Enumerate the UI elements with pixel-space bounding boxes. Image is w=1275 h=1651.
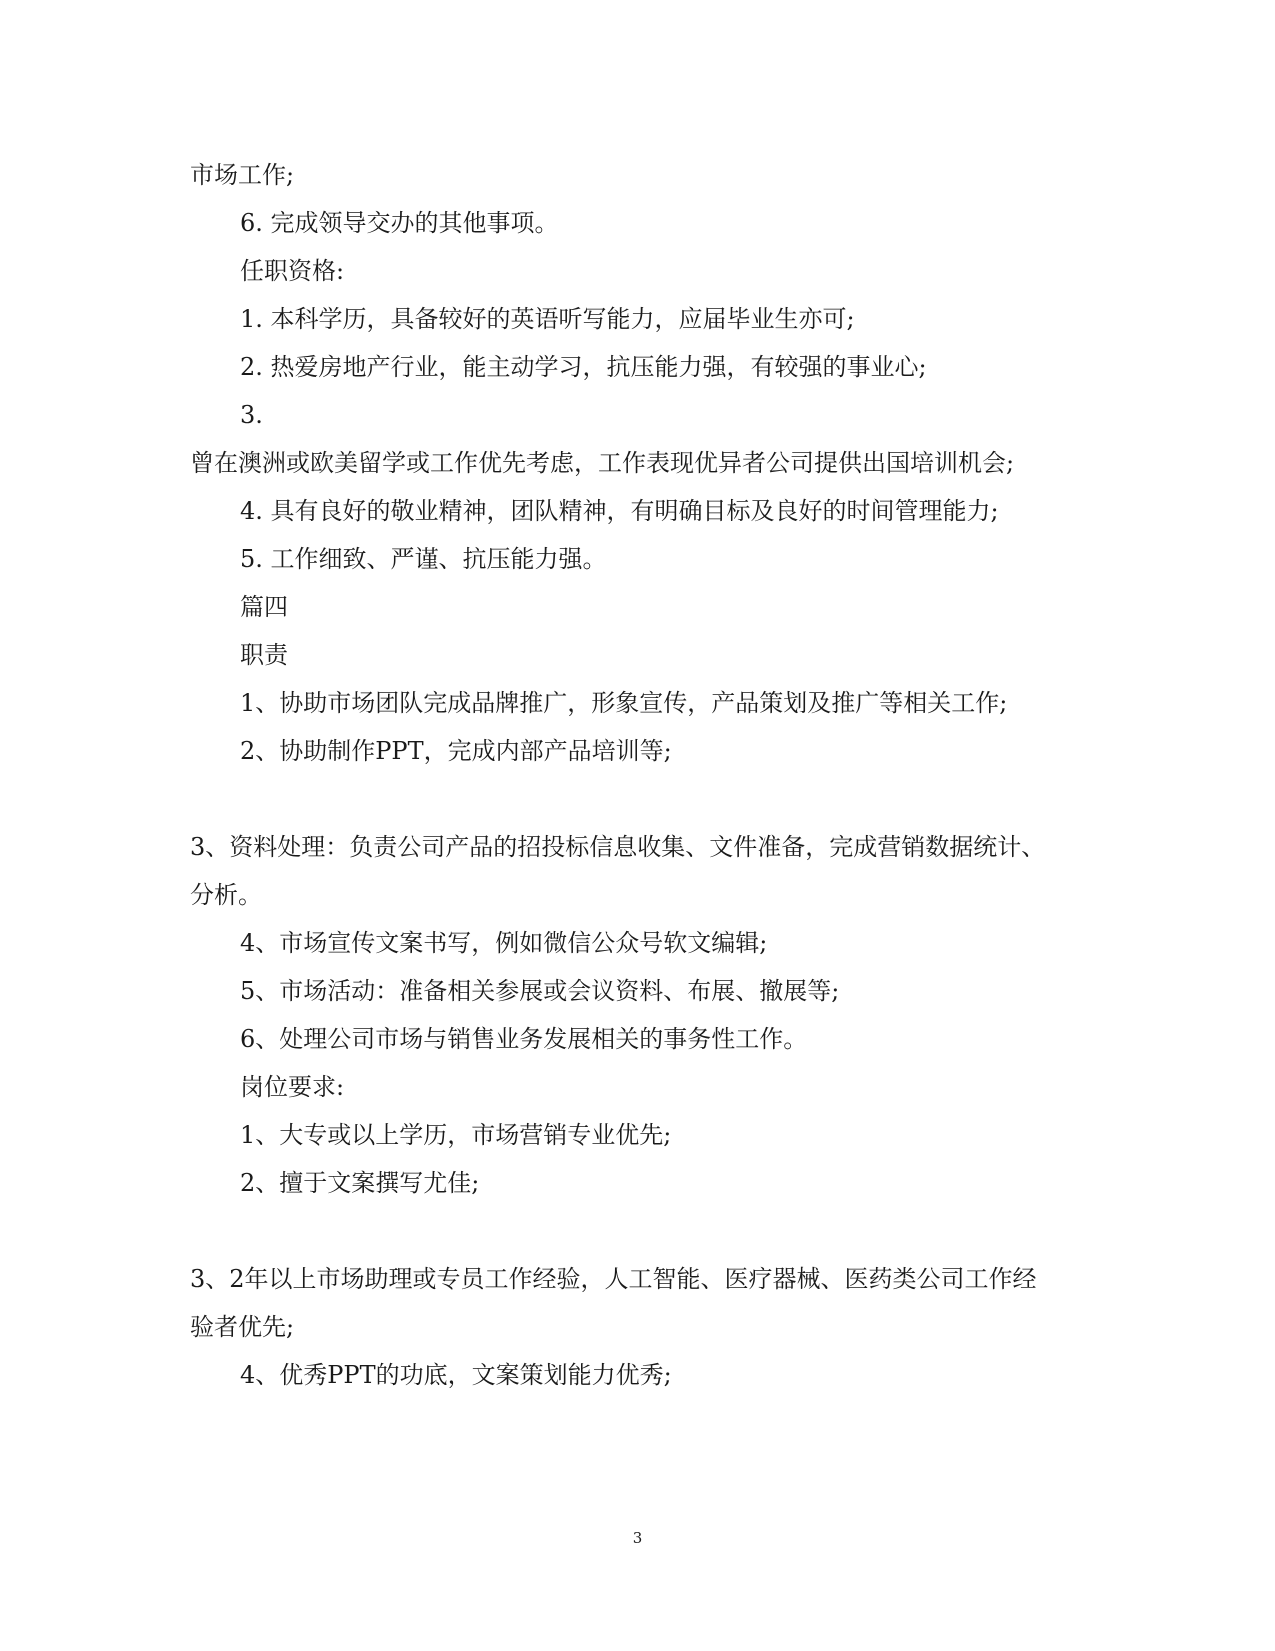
list-item: 4、市场宣传文案书写，例如微信公众号软文编辑;: [240, 929, 768, 957]
list-item: 5、市场活动：准备相关参展或会议资料、布展、撤展等;: [240, 977, 840, 1005]
list-item: 3、2年以上市场助理或专员工作经验，人工智能、医疗器械、医药类公司工作经: [190, 1265, 1037, 1293]
list-item: 5. 工作细致、严谨、抗压能力强。: [240, 545, 607, 573]
text-line: 6. 完成领导交办的其他事项。: [240, 209, 559, 237]
list-item: 2、擅于文案撰写尤佳;: [240, 1169, 480, 1197]
section-heading: 篇四: [240, 593, 288, 621]
section-heading: 职责: [240, 641, 288, 669]
list-item: 3、资料处理：负责公司产品的招投标信息收集、文件准备，完成营销数据统计、: [190, 833, 1046, 861]
list-item: 6、处理公司市场与销售业务发展相关的事务性工作。: [240, 1025, 808, 1053]
section-heading: 任职资格:: [240, 257, 345, 285]
list-item: 2. 热爱房地产行业，能主动学习，抗压能力强，有较强的事业心;: [240, 353, 927, 381]
list-item: 4. 具有良好的敬业精神，团队精神，有明确目标及良好的时间管理能力;: [240, 497, 999, 525]
list-item: 4、优秀PPT的功底，文案策划能力优秀;: [240, 1361, 672, 1389]
text-line: 曾在澳洲或欧美留学或工作优先考虑，工作表现优异者公司提供出国培训机会;: [190, 449, 1015, 477]
section-heading: 岗位要求:: [240, 1073, 345, 1101]
list-item: 1. 本科学历，具备较好的英语听写能力，应届毕业生亦可;: [240, 305, 855, 333]
text-line: 分析。: [190, 881, 262, 909]
list-item: 1、协助市场团队完成品牌推广，形象宣传，产品策划及推广等相关工作;: [240, 689, 1008, 717]
text-line: 验者优先;: [190, 1313, 295, 1341]
list-item: 3.: [240, 401, 263, 429]
list-item: 1、大专或以上学历，市场营销专业优先;: [240, 1121, 672, 1149]
text-line: 市场工作;: [190, 161, 295, 189]
page-number: 3: [632, 1529, 643, 1547]
list-item: 2、协助制作PPT，完成内部产品培训等;: [240, 737, 672, 765]
